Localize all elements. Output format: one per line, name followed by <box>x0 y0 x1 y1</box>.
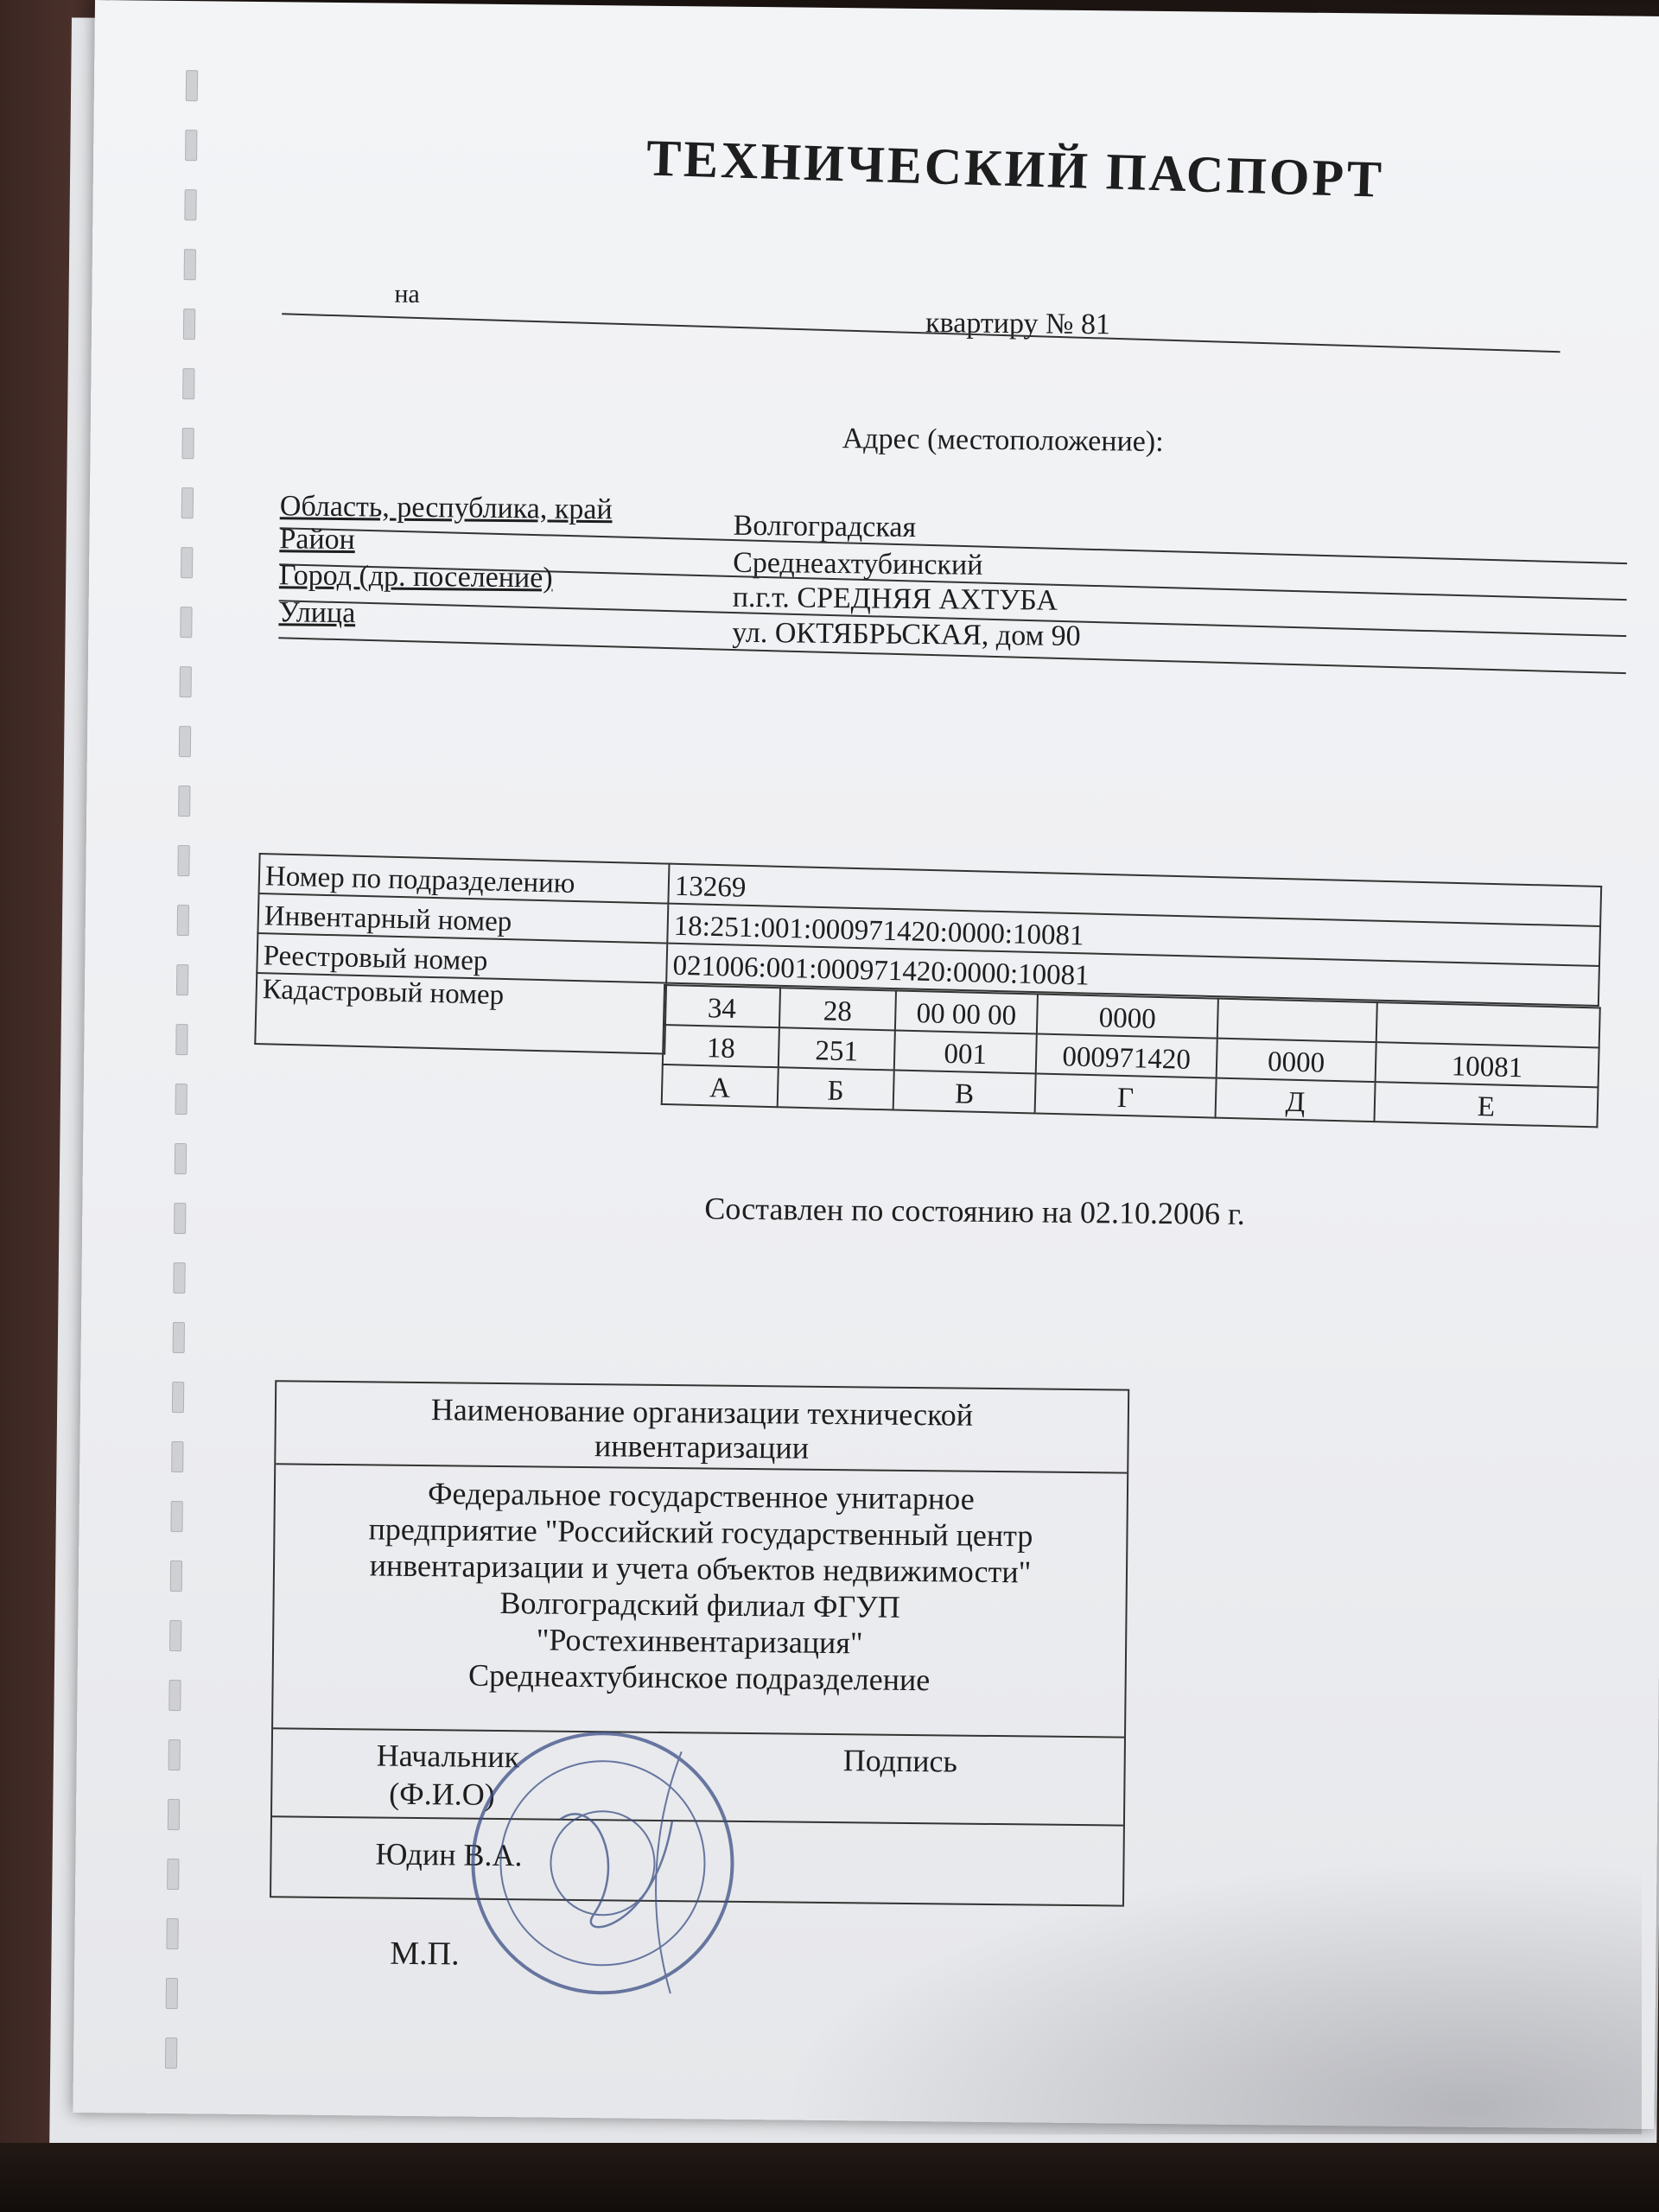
organization-heading-line: Наименование организации технической <box>430 1392 974 1433</box>
cadastral-cell: 28 <box>779 988 896 1030</box>
binding-hole <box>178 785 190 817</box>
cadastral-letter: Е <box>1374 1082 1598 1127</box>
signature-scribble <box>655 1751 682 1993</box>
organization-line: "Ростехинвентаризация" <box>536 1622 863 1661</box>
binding-hole <box>181 547 193 578</box>
address-row-street <box>278 596 355 630</box>
binding-hole <box>181 487 194 518</box>
binding-hole <box>177 905 189 936</box>
table-label: Реестровый номер <box>257 933 667 983</box>
cadastral-cell: 000971420 <box>1036 1034 1217 1078</box>
binding-hole <box>175 1024 188 1055</box>
binding-hole <box>170 1560 182 1592</box>
object-underline <box>282 313 1560 353</box>
organization-name <box>273 1465 1127 1738</box>
cadastral-letter: Д <box>1216 1078 1376 1122</box>
address-value-region: Волгоградская <box>733 509 917 543</box>
binding-hole <box>168 1680 181 1711</box>
organization-line: Среднеахтубинское подразделение <box>467 1657 931 1698</box>
address-value-district: Среднеахтубинский <box>733 546 983 582</box>
binding-hole <box>185 130 197 161</box>
address-row-city <box>279 559 553 594</box>
table-label: Кадастровый номер <box>255 973 666 1054</box>
binding-hole <box>172 1382 184 1413</box>
object-prefix: на <box>394 279 421 308</box>
cadastral-cell: 001 <box>894 1031 1037 1074</box>
binding-hole <box>168 1799 180 1830</box>
address-row-district <box>279 523 355 556</box>
fio-label: (Ф.И.О) <box>389 1776 495 1812</box>
table-value: 13269 <box>668 864 1601 926</box>
address-row-region <box>280 490 613 526</box>
official-stamp <box>454 1714 752 2012</box>
table-value: 021006:001:000971420:0000:10081 <box>666 944 1599 1006</box>
cadastral-cell: 251 <box>779 1027 895 1070</box>
binding-hole <box>182 368 194 399</box>
binding-hole <box>184 249 196 280</box>
binding-hole <box>168 1739 181 1770</box>
binding-hole <box>173 1262 185 1294</box>
stamp-inner-ring <box>499 1760 705 1966</box>
cadastral-cell: 00 00 00 <box>895 991 1038 1034</box>
address-value-city: п.г.т. СРЕДНЯЯ АХТУБА <box>732 581 1058 617</box>
binding-hole <box>180 607 192 638</box>
binding-hole <box>179 726 191 757</box>
seal-label: М.П. <box>390 1935 460 1973</box>
address-label: Город (др. поселение) <box>278 559 553 594</box>
binding-hole <box>169 1620 181 1651</box>
binding-hole <box>170 1501 182 1532</box>
binding-hole <box>177 845 189 876</box>
address-label: Район <box>279 523 356 556</box>
binding-hole <box>166 1978 178 2009</box>
spiral-binding-holes <box>159 70 207 2109</box>
binding-hole <box>180 666 192 697</box>
address-value-street: ул. ОКТЯБРЬСКАЯ, дом 90 <box>732 616 1081 652</box>
object-value: квартиру № 81 <box>925 307 1111 341</box>
date-line: Составлен по состоянию на 02.10.2006 г. <box>704 1191 1245 1232</box>
binding-hole <box>181 428 194 459</box>
organization-line: предприятие "Российский государственный центр <box>368 1511 1033 1554</box>
address-label: Область, республика, край <box>279 490 613 526</box>
cadastral-cell: 0000 <box>1217 1039 1376 1082</box>
cadastral-cell <box>1376 1002 1600 1047</box>
document-title: ТЕХНИЧЕСКИЙ ПАСПОРТ <box>645 129 1385 208</box>
organization-heading-line: инвентаризации <box>594 1428 810 1465</box>
table-label: Номер по подразделению <box>259 854 670 904</box>
binding-hole <box>166 1918 178 1949</box>
signature-scribble <box>559 1814 672 1928</box>
binding-hole <box>186 70 198 101</box>
organization-heading <box>276 1382 1128 1473</box>
binding-hole <box>174 1203 186 1234</box>
cadastral-cell: 34 <box>664 985 780 1027</box>
cadastral-letter: Б <box>778 1067 894 1109</box>
binding-hole <box>171 1441 183 1472</box>
binding-hole <box>173 1322 185 1353</box>
document-page <box>73 0 1659 2129</box>
binding-hole <box>167 1859 179 1890</box>
cadastral-letter: В <box>893 1070 1036 1113</box>
chief-name: Юдин В.А. <box>375 1836 523 1873</box>
address-heading: Адрес (местоположение): <box>842 423 1164 458</box>
cadastral-cell <box>1217 999 1377 1042</box>
cadastral-letter: А <box>662 1065 779 1107</box>
binding-hole <box>175 1143 187 1174</box>
organization-line: Волгоградский филиал ФГУП <box>499 1586 900 1624</box>
cadastral-grid <box>661 984 1601 1128</box>
binding-hole <box>183 308 195 340</box>
cadastral-cell: 18 <box>663 1025 779 1067</box>
stamp-outer-ring <box>472 1732 734 1994</box>
binding-hole <box>175 1084 187 1115</box>
binding-hole <box>165 2037 177 2069</box>
background-bottom <box>0 2143 1659 2212</box>
binding-hole <box>176 964 188 995</box>
cadastral-cell: 10081 <box>1376 1042 1599 1087</box>
binding-hole <box>184 189 196 220</box>
cadastral-cell: 0000 <box>1037 995 1218 1039</box>
organization-line: Федеральное государственное унитарное <box>427 1476 975 1516</box>
cadastral-letter: Г <box>1035 1074 1217 1118</box>
chief-label: Начальник <box>376 1738 520 1775</box>
shadow-overlay <box>778 1858 1642 2134</box>
table-value: 18:251:001:000971420:0000:10081 <box>667 904 1600 966</box>
signature-label: Подпись <box>842 1743 958 1779</box>
table-label: Инвентарный номер <box>257 893 668 944</box>
organization-line: инвентаризации и учета объектов недвижимости" <box>369 1548 1032 1590</box>
address-label: Улица <box>278 596 356 630</box>
